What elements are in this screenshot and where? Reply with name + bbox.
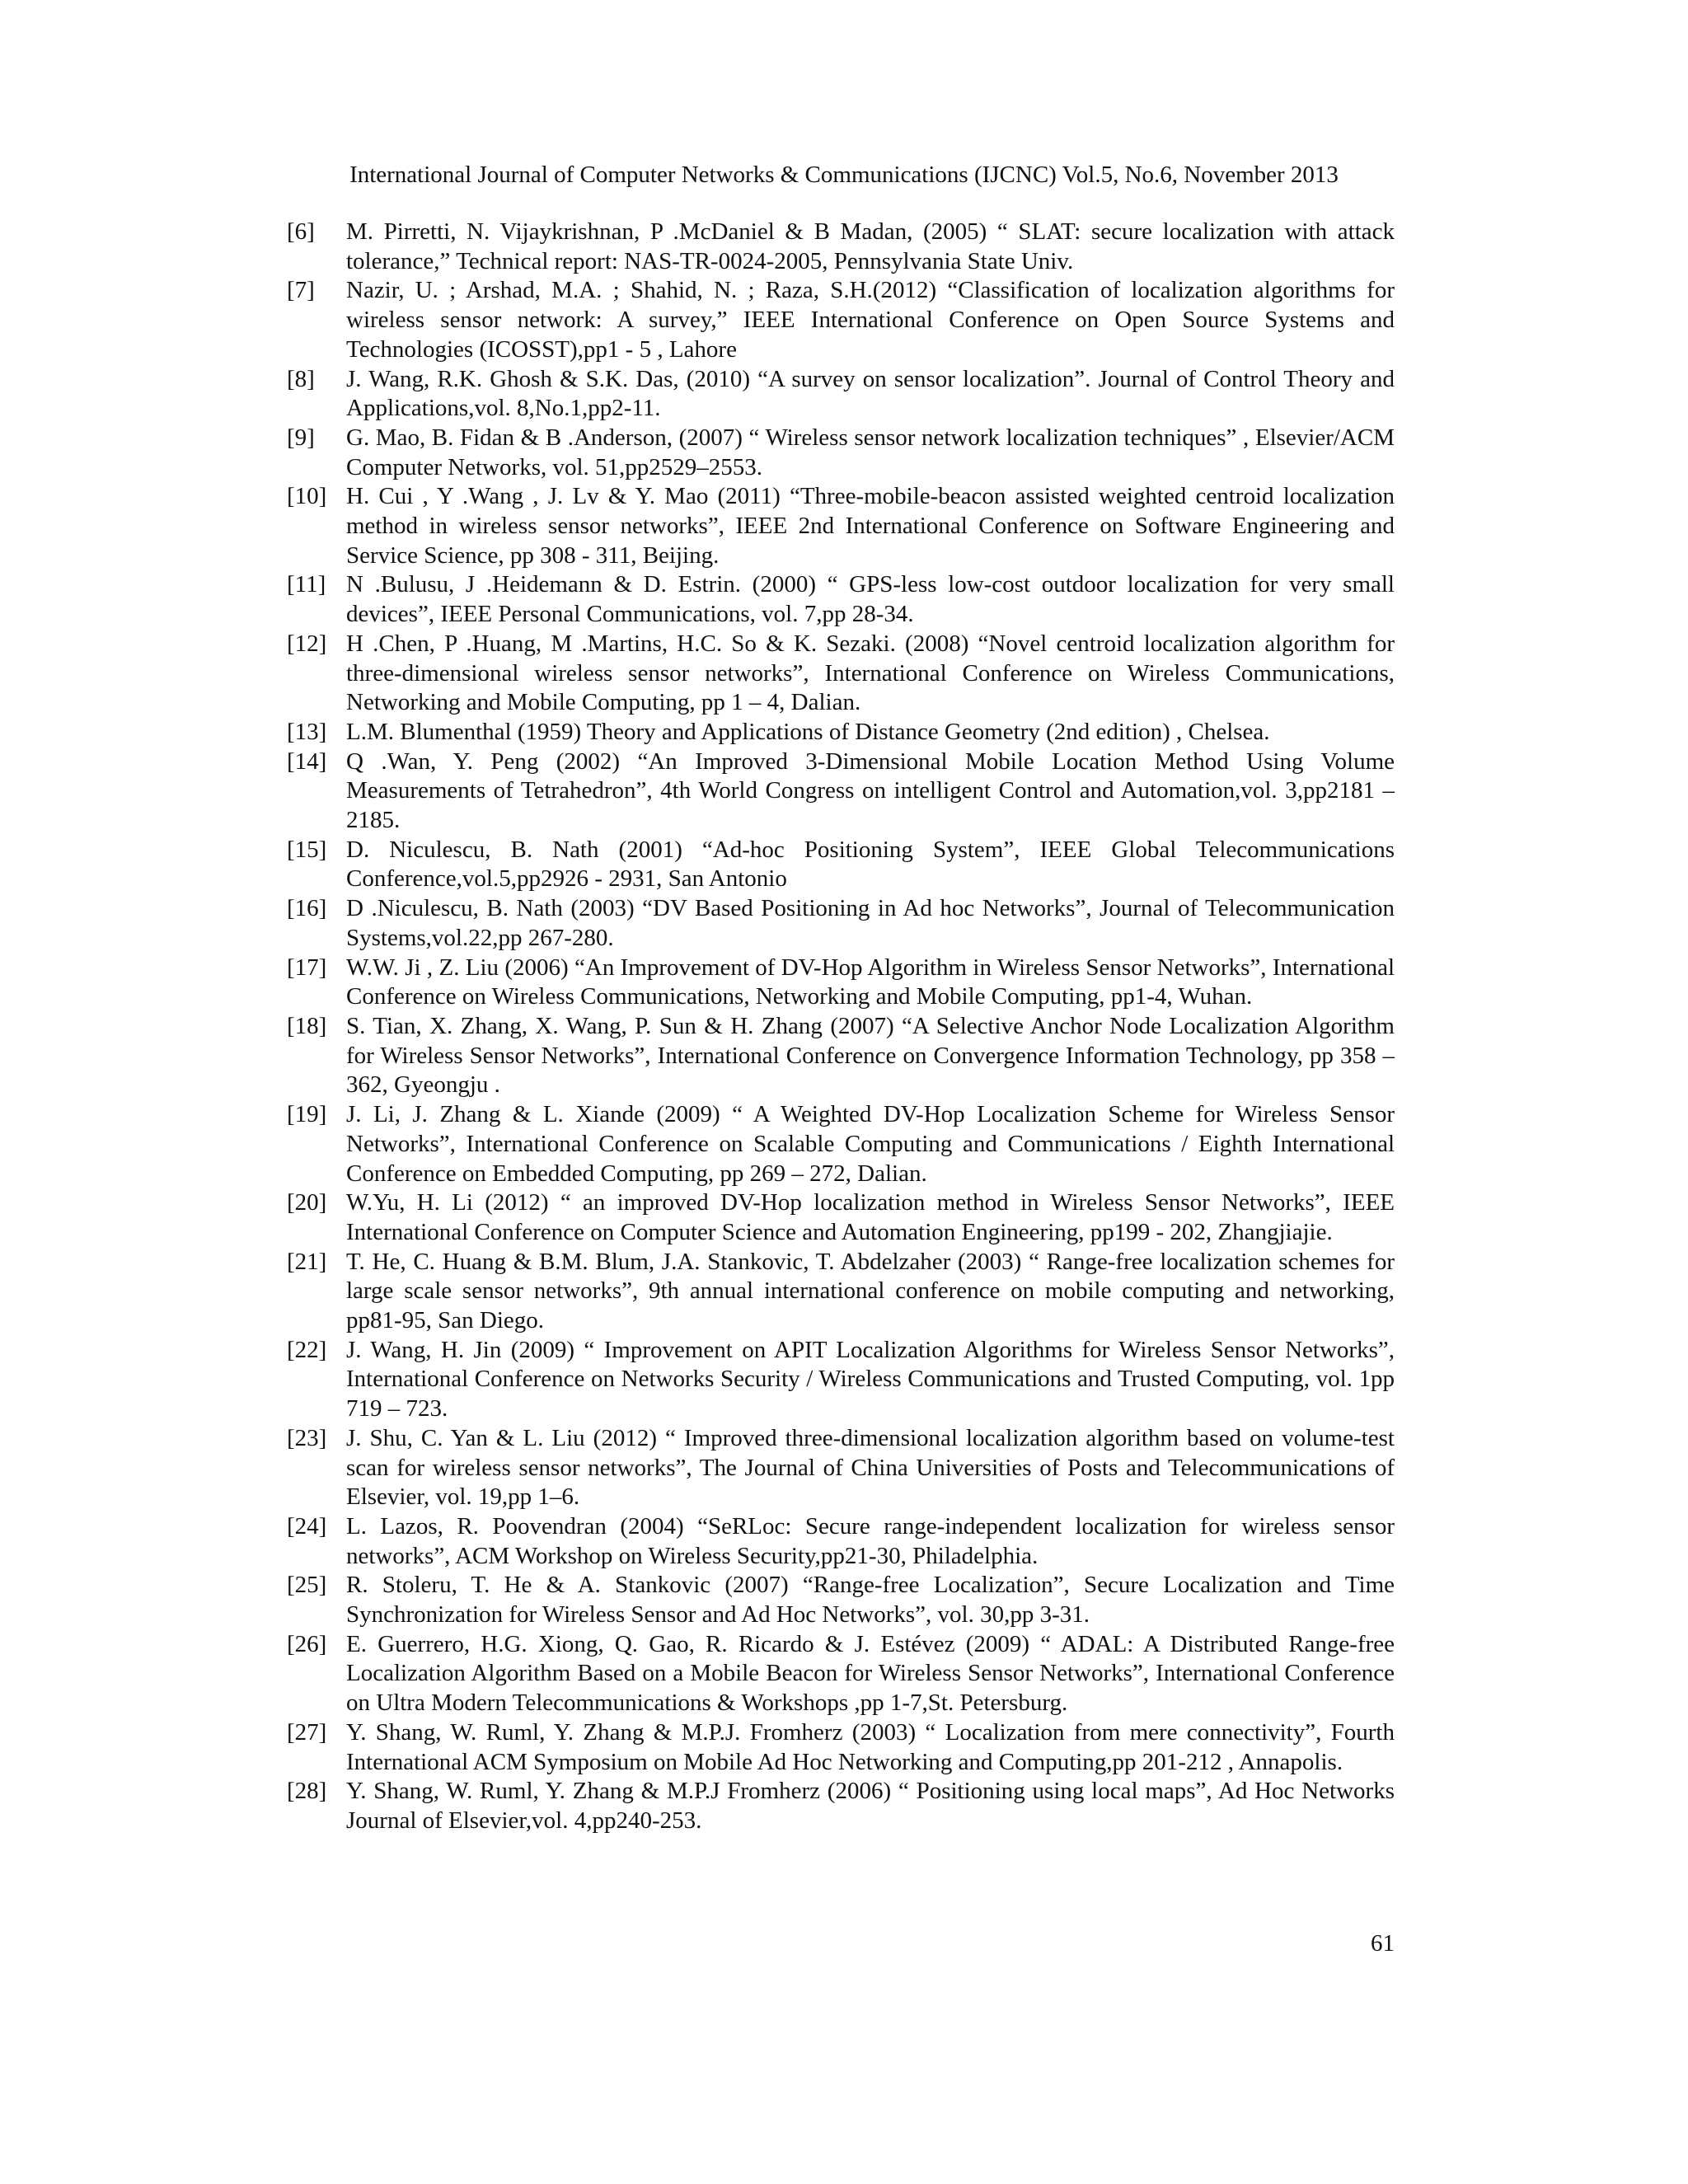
reference-item bbox=[287, 1336, 1395, 1424]
reference-number: [11] bbox=[287, 571, 326, 598]
reference-number: [21] bbox=[287, 1248, 327, 1275]
reference-item bbox=[287, 894, 1395, 953]
page-number: 61 bbox=[1371, 1930, 1395, 1957]
reference-text: Y. Shang, W. Ruml, Y. Zhang & M.P.J Fromherz (2006) “ Positioning using local maps”, Ad Hoc Networks Journal of Elsevier,vol. 4,pp240-253. bbox=[346, 1778, 1395, 1834]
reference-text: J. Wang, H. Jin (2009) “ Improvement on APIT Localization Algorithms for Wireless Sensor Networks”, International Conference on Networks Security / Wireless Communications and Trusted Computing, vol. 1pp 719 – 723. bbox=[346, 1336, 1395, 1422]
reference-item bbox=[287, 630, 1395, 718]
reference-text: J. Shu, C. Yan & L. Liu (2012) “ Improved three-dimensional localization algorithm based on volume-test scan for wireless sensor networks”, The Journal of China Universities of Posts and Telecommunications of Elsevier, vol. 19,pp 1–6. bbox=[346, 1424, 1395, 1511]
reference-number: [8] bbox=[287, 365, 315, 392]
reference-number: [16] bbox=[287, 895, 327, 922]
reference-text: E. Guerrero, H.G. Xiong, Q. Gao, R. Ricardo & J. Estévez (2009) “ ADAL: A Distributed Range-free Localization Algorithm Based on a Mobile Beacon for Wireless Sensor Networks”, International Conference on Ultra Modern Telecommunications & Workshops ,pp 1-7,St. Petersburg. bbox=[346, 1630, 1395, 1717]
reference-text: Q .Wan, Y. Peng (2002) “An Improved 3-Dimensional Mobile Location Method Using Volume Measurements of Tetrahedron”, 4th World Congress on intelligent Control and Automation,vol. 3,pp2181 – 2185. bbox=[346, 748, 1395, 834]
reference-text: D. Niculescu, B. Nath (2001) “Ad-hoc Positioning System”, IEEE Global Telecommunications Conference,vol.5,pp2926 - 2931, San Antonio bbox=[346, 836, 1395, 893]
reference-text: H .Chen, P .Huang, M .Martins, H.C. So & K. Sezaki. (2008) “Novel centroid localization algorithm for three-dimensional wireless sensor networks”, International Conference on Wireless Communications, Networking and Mobile Computing, pp 1 – 4, Dalian. bbox=[346, 630, 1395, 716]
reference-number: [15] bbox=[287, 836, 327, 863]
reference-list bbox=[287, 218, 1395, 1836]
reference-number: [14] bbox=[287, 748, 327, 775]
reference-text: R. Stoleru, T. He & A. Stankovic (2007) “Range-free Localization”, Secure Localization and Time Synchronization for Wireless Sensor and Ad Hoc Networks”, vol. 30,pp 3-31. bbox=[346, 1572, 1395, 1629]
reference-text: T. He, C. Huang & B.M. Blum, J.A. Stankovic, T. Abdelzaher (2003) “ Range-free localization schemes for large scale sensor networks”, 9th annual international conference on mobile computing and networking, pp81-95, San Diego. bbox=[346, 1248, 1395, 1334]
reference-number: [13] bbox=[287, 718, 327, 745]
reference-text: L.M. Blumenthal (1959) Theory and Applications of Distance Geometry (2nd edition) , Chelsea. bbox=[346, 718, 1270, 745]
reference-text: Nazir, U. ; Arshad, M.A. ; Shahid, N. ; Raza, S.H.(2012) “Classification of localization algorithms for wireless sensor network: A survey,” IEEE International Conference on Open Source Systems and Technologies (ICOSST),pp1 - 5 , Lahore bbox=[346, 277, 1395, 363]
reference-item bbox=[287, 748, 1395, 836]
reference-text: G. Mao, B. Fidan & B .Anderson, (2007) “ Wireless sensor network localization techniques” , Elsevier/ACM Computer Networks, vol. 51,pp2529–2553. bbox=[346, 424, 1395, 480]
reference-item bbox=[287, 718, 1395, 748]
reference-number: [18] bbox=[287, 1012, 327, 1039]
reference-item bbox=[287, 1512, 1395, 1571]
reference-text: N .Bulusu, J .Heidemann & D. Estrin. (2000) “ GPS-less low-cost outdoor localization for very small devices”, IEEE Personal Communications, vol. 7,pp 28-34. bbox=[346, 571, 1395, 628]
reference-item bbox=[287, 1777, 1395, 1835]
reference-number: [7] bbox=[287, 277, 315, 304]
reference-item bbox=[287, 1424, 1395, 1512]
reference-text: J. Wang, R.K. Ghosh & S.K. Das, (2010) “A survey on sensor localization”. Journal of Control Theory and Applications,vol. 8,No.1,pp2-11. bbox=[346, 365, 1395, 422]
reference-item bbox=[287, 954, 1395, 1012]
reference-number: [10] bbox=[287, 483, 327, 510]
reference-item bbox=[287, 276, 1395, 364]
reference-text: Y. Shang, W. Ruml, Y. Zhang & M.P.J. Fromherz (2003) “ Localization from mere connectivity”, Fourth International ACM Symposium on Mobile Ad Hoc Networking and Computing,pp 201-212 , Annapolis. bbox=[346, 1718, 1395, 1775]
reference-number: [22] bbox=[287, 1336, 327, 1363]
reference-number: [23] bbox=[287, 1424, 327, 1451]
reference-text: D .Niculescu, B. Nath (2003) “DV Based Positioning in Ad hoc Networks”, Journal of Telecommunication Systems,vol.22,pp 267-280. bbox=[346, 895, 1395, 951]
reference-text: M. Pirretti, N. Vijaykrishnan, P .McDaniel & B Madan, (2005) “ SLAT: secure localization with attack tolerance,” Technical report: NAS-TR-0024-2005, Pennsylvania State Univ. bbox=[346, 218, 1395, 274]
reference-item bbox=[287, 1248, 1395, 1336]
reference-item bbox=[287, 365, 1395, 424]
reference-text: H. Cui , Y .Wang , J. Lv & Y. Mao (2011) “Three-mobile-beacon assisted weighted centroid localization method in wireless sensor networks”, IEEE 2nd International Conference on Software Engineering and Service Science, pp 308 - 311, Beijing. bbox=[346, 483, 1395, 569]
reference-number: [25] bbox=[287, 1572, 327, 1599]
reference-number: [24] bbox=[287, 1512, 327, 1540]
reference-number: [27] bbox=[287, 1718, 327, 1746]
reference-text: W.W. Ji , Z. Liu (2006) “An Improvement of DV-Hop Algorithm in Wireless Sensor Networks”, International Conference on Wireless Communications, Networking and Mobile Computing, pp1-4, Wuhan. bbox=[346, 954, 1395, 1010]
reference-number: [17] bbox=[287, 954, 327, 981]
reference-number: [28] bbox=[287, 1778, 327, 1805]
reference-item bbox=[287, 1188, 1395, 1247]
reference-number: [26] bbox=[287, 1630, 327, 1657]
reference-item bbox=[287, 570, 1395, 629]
reference-item bbox=[287, 424, 1395, 482]
reference-item bbox=[287, 1012, 1395, 1100]
reference-text: S. Tian, X. Zhang, X. Wang, P. Sun & H. Zhang (2007) “A Selective Anchor Node Localization Algorithm for Wireless Sensor Networks”, International Conference on Convergence Information Technology, pp 358 – 362, Gyeongju . bbox=[346, 1012, 1395, 1099]
reference-item bbox=[287, 1571, 1395, 1629]
reference-number: [20] bbox=[287, 1189, 327, 1216]
reference-item bbox=[287, 1718, 1395, 1777]
reference-text: J. Li, J. Zhang & L. Xiande (2009) “ A Weighted DV-Hop Localization Scheme for Wireless Sensor Networks”, International Conference on Scalable Computing and Communications / Eighth International Conference on Embedded Computing, pp 269 – 272, Dalian. bbox=[346, 1101, 1395, 1187]
reference-text: W.Yu, H. Li (2012) “ an improved DV-Hop localization method in Wireless Sensor Networks”, IEEE International Conference on Computer Science and Automation Engineering, pp199 - 202, Zhangjiajie. bbox=[346, 1189, 1395, 1245]
running-header: International Journal of Computer Networks & Communications (IJCNC) Vol.5, No.6, November 2013 bbox=[349, 162, 1339, 188]
reference-item bbox=[287, 836, 1395, 894]
reference-number: [12] bbox=[287, 630, 327, 657]
reference-text: L. Lazos, R. Poovendran (2004) “SeRLoc: Secure range-independent localization for wireless sensor networks”, ACM Workshop on Wireless Security,pp21-30, Philadelphia. bbox=[346, 1512, 1395, 1569]
reference-item bbox=[287, 218, 1395, 276]
reference-item bbox=[287, 482, 1395, 570]
reference-number: [9] bbox=[287, 424, 315, 451]
reference-number: [6] bbox=[287, 218, 315, 245]
reference-item bbox=[287, 1100, 1395, 1188]
reference-item bbox=[287, 1630, 1395, 1718]
reference-number: [19] bbox=[287, 1101, 327, 1128]
